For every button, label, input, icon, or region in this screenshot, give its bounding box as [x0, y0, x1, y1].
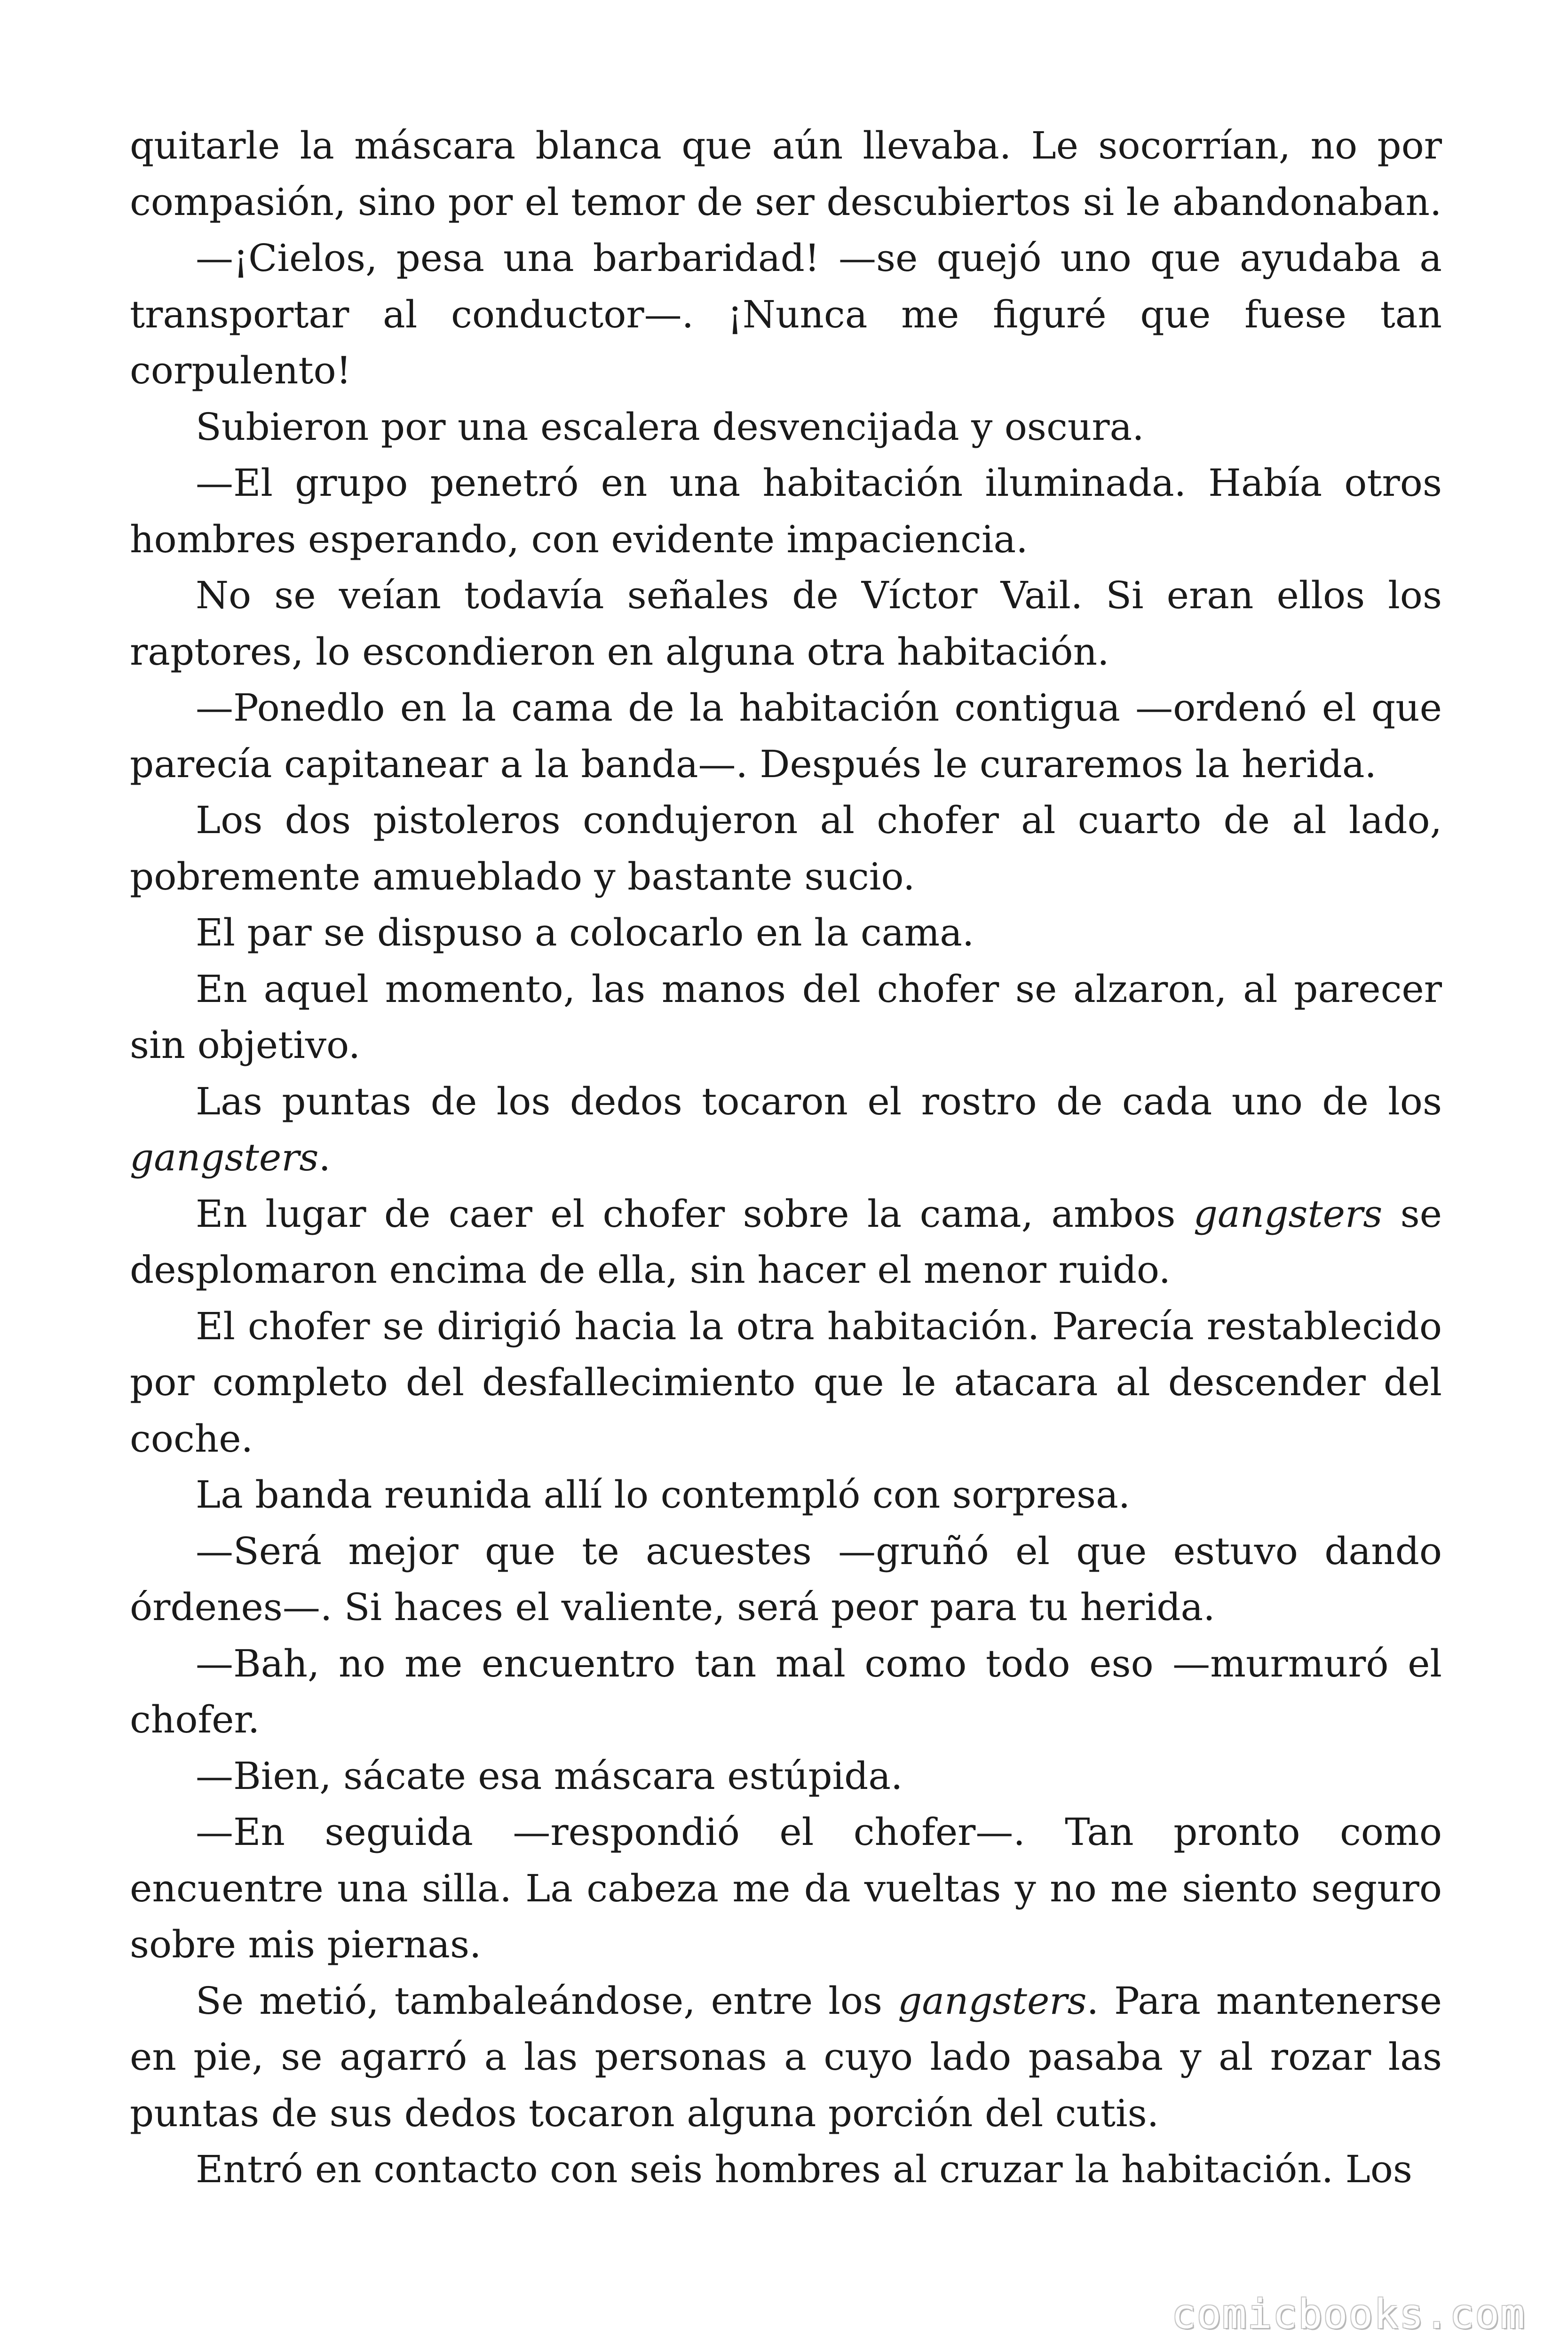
paragraph	[130, 1748, 1442, 1804]
text-run: Subieron por una escalera desvencijada y oscura.	[196, 405, 1144, 449]
paragraph	[130, 1973, 1442, 2142]
text-run: —Será mejor que te acuestes —gruñó el que estuvo dando órdenes—. Si haces el valiente, será peor para tu herida.	[130, 1529, 1442, 1629]
paragraph	[130, 1298, 1442, 1467]
text-run: No se veían todavía señales de Víctor Vail. Si eran ellos los raptores, lo escondieron en alguna otra habitación.	[130, 573, 1442, 674]
paragraph	[130, 118, 1442, 230]
text-run: quitarle la máscara blanca que aún llevaba. Le socorrían, no por compasión, sino por el temor de ser descubiertos si le abandonaban.	[130, 124, 1442, 224]
text-run: Las puntas de los dedos tocaron el rostro de cada uno de los	[196, 1079, 1442, 1123]
text-run: Entró en contacto con seis hombres al cruzar la habitación. Los	[196, 2147, 1412, 2191]
paragraph	[130, 1804, 1442, 1973]
paragraph	[130, 567, 1442, 680]
paragraph	[130, 455, 1442, 567]
text-run: —Bien, sácate esa máscara estúpida.	[196, 1754, 903, 1798]
text-run: . Para mantenerse en pie, se agarró a las personas a cuyo lado pasaba y al rozar las puntas de sus dedos tocaron alguna porción del cutis.	[130, 1979, 1442, 2135]
text-run: —En seguida —respondió el chofer—. Tan pronto como encuentre una silla. La cabeza me da vueltas y no me siento seguro sobre mis piernas.	[130, 1810, 1442, 1966]
text-run: Los dos pistoleros condujeron al chofer al cuarto de al lado, pobremente amueblado y bastante sucio.	[130, 798, 1442, 898]
italic-text-run: gangsters	[130, 1136, 319, 1179]
text-run: —Ponedlo en la cama de la habitación contigua —ordenó el que parecía capitanear a la banda—. Después le curaremos la herida.	[130, 686, 1442, 786]
text-run: —¡Cielos, pesa una barbaridad! —se quejó uno que ayudaba a transportar al conductor—. ¡Nunca me figuré que fuese tan corpulento!	[130, 236, 1442, 392]
italic-text-run: gangsters	[1193, 1192, 1383, 1236]
text-run: Se metió, tambaleándose, entre los	[196, 1979, 898, 2023]
paragraph	[130, 1073, 1442, 1186]
text-run: La banda reunida allí lo contempló con sorpresa.	[196, 1473, 1131, 1517]
text-run: .	[318, 1136, 331, 1179]
paragraph	[130, 1467, 1442, 1523]
page-text-body	[130, 118, 1442, 2198]
watermark: comicbooks.com	[1172, 2291, 1526, 2338]
paragraph	[130, 792, 1442, 905]
paragraph	[130, 230, 1442, 399]
paragraph	[130, 399, 1442, 455]
paragraph	[130, 1636, 1442, 1748]
text-run: —El grupo penetró en una habitación iluminada. Había otros hombres esperando, con evidente impaciencia.	[130, 461, 1442, 561]
italic-text-run: gangsters	[898, 1979, 1087, 2023]
paragraph	[130, 1523, 1442, 1636]
text-run: —Bah, no me encuentro tan mal como todo eso —murmuró el chofer.	[130, 1641, 1442, 1741]
paragraph	[130, 905, 1442, 961]
paragraph	[130, 1186, 1442, 1298]
text-run: En aquel momento, las manos del chofer se alzaron, al parecer sin objetivo.	[130, 967, 1442, 1067]
text-run: El chofer se dirigió hacia la otra habitación. Parecía restablecido por completo del desfallecimiento que le atacara al descender del coche.	[130, 1304, 1442, 1461]
paragraph	[130, 961, 1442, 1073]
text-run: se desplomaron encima de ella, sin hacer el menor ruido.	[130, 1192, 1442, 1292]
text-run: El par se dispuso a colocarlo en la cama.	[196, 911, 974, 954]
paragraph	[130, 680, 1442, 792]
paragraph	[130, 2141, 1442, 2198]
text-run: En lugar de caer el chofer sobre la cama, ambos	[196, 1192, 1194, 1236]
